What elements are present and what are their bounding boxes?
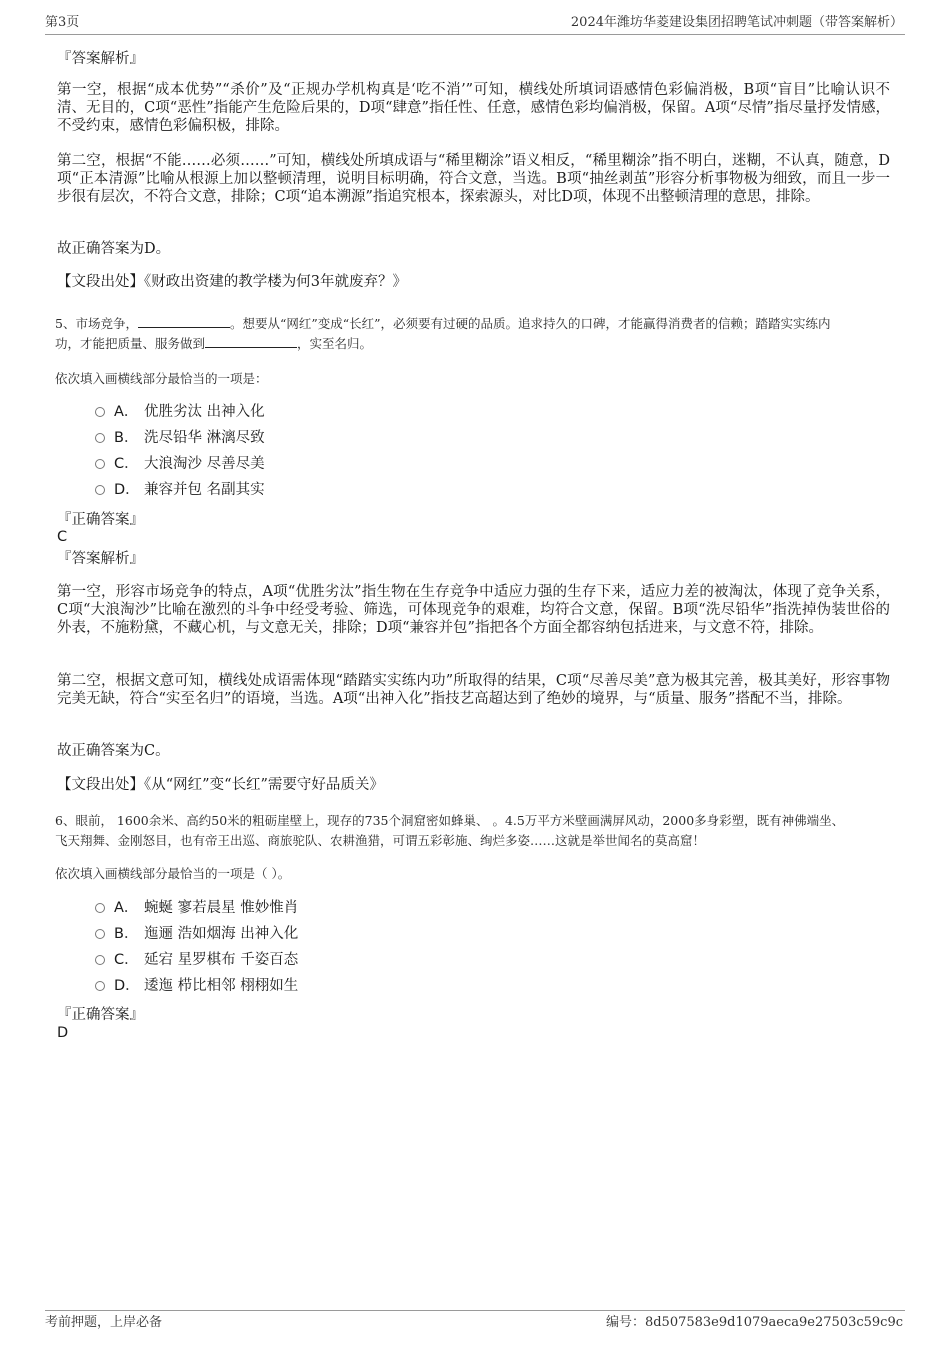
q5-stem: 5、市场竞争， 。想要从“网红”变成“长红”，必须要有过硬的品质。追求持久的口碑，才能赢得消费者的信赖；踏踏实实练内 功，才能把质量、服务做到 ，实至名归。 bbox=[55, 316, 831, 351]
q5-options bbox=[95, 399, 265, 503]
radio-icon[interactable] bbox=[95, 485, 105, 495]
q6-option-b[interactable]: B． 迤逦 浩如烟海 出神入化 bbox=[95, 921, 298, 947]
q5-analysis-p2: 第二空，根据文意可知，横线处成语需体现“踏踏实实练内功”所取得的结果，C项“尽善尽美”意为极其完善，极其美好，形容事物完美无缺，符合“实至名归”的语境，当选。A项“出神入化”指技艺高超达到了绝妙的境界，与“质量、服务”搭配不当，排除。 bbox=[57, 673, 890, 707]
radio-icon[interactable] bbox=[95, 459, 105, 469]
q5-correct-label: 『正确答案』 bbox=[57, 512, 144, 528]
q5-correct-answer: C bbox=[57, 529, 68, 545]
q5-analysis-p1: 第一空，形容市场竞争的特点，A项“优胜劣汰”指生物在生存竞争中适应力强的生存下来，适应力差的被淘汰，体现了竞争关系，C项“大浪淘沙”比喻在激烈的斗争中经受考验、筛选，可体现竞争的艰难，均符合文意，保留。B项“洗尽铅华”指洗掉伪装世俗的外表，不施粉黛，不藏心机，与文意无关，排除；D项“兼容并包”指把各个方面全都容纳包括进来，与文意不符，排除。 bbox=[57, 584, 890, 636]
document-id: 编号：8d507583e9d1079aeca9e27503c59c9c bbox=[605, 1315, 903, 1330]
footer-slogan: 考前押题，上岸必备 bbox=[45, 1315, 163, 1330]
q5-source: 【文段出处】《从“网红”变“长红”需要守好品质关》 bbox=[57, 777, 384, 793]
q6-option-a[interactable]: A． 蜿蜒 寥若晨星 惟妙惟肖 bbox=[95, 895, 298, 921]
radio-icon[interactable] bbox=[95, 433, 105, 443]
q6-instruction: 依次填入画横线部分最恰当的一项是（ ）。 bbox=[55, 866, 291, 881]
q4-analysis-label: 『答案解析』 bbox=[57, 51, 144, 67]
q5-blank-1 bbox=[138, 315, 230, 328]
q5-option-a[interactable]: A． 优胜劣汰 出神入化 bbox=[95, 399, 265, 425]
page-number: 第3页 bbox=[45, 15, 80, 30]
q6-options bbox=[95, 895, 298, 999]
radio-icon[interactable] bbox=[95, 903, 105, 913]
q6-stem: 6、眼前， 1600余米、高约50米的粗砺崖壁上，现存的735个洞窟密如蜂巢、 。4.5万平方米壁画满屏风动，2000多身彩塑，既有神佛端坐、 飞天翔舞、金刚怒目，也有帝王出巡、商旅驼队、农耕渔猎，可谓五彩彰施、绚烂多姿……这就是举世闻名的莫高窟！ bbox=[55, 813, 845, 848]
radio-icon[interactable] bbox=[95, 981, 105, 991]
q4-source: 【文段出处】《财政出资建的教学楼为何3年就废弃？》 bbox=[57, 274, 407, 290]
q4-analysis-p1: 第一空，根据“成本优势”“杀价”及“正规办学机构真是‘吃不消’”可知，横线处所填词语感情色彩偏消极，B项“盲目”比喻认识不清、无目的，C项“恶性”指能产生危险后果的，D项“肆意”指任性、任意，感情色彩均偏消极，保留。A项“尽情”指尽量抒发情感，不受约束，感情色彩偏积极，排除。 bbox=[57, 82, 890, 134]
page-footer bbox=[45, 1310, 905, 1333]
radio-icon[interactable] bbox=[95, 929, 105, 939]
q5-option-b[interactable]: B． 洗尽铅华 淋漓尽致 bbox=[95, 425, 265, 451]
q6-option-c[interactable]: C． 延宕 星罗棋布 千姿百态 bbox=[95, 947, 298, 973]
q5-conclusion: 故正确答案为C。 bbox=[57, 743, 170, 759]
q5-option-c[interactable]: C． 大浪淘沙 尽善尽美 bbox=[95, 451, 265, 477]
document-title: 2024年潍坊华菱建设集团招聘笔试冲刺题（带答案解析） bbox=[570, 15, 903, 30]
q6-correct-label: 『正确答案』 bbox=[57, 1007, 144, 1023]
q4-analysis-p2: 第二空，根据“不能……必须……”可知，横线处所填成语与“稀里糊涂”语义相反，“稀里糊涂”指不明白，迷糊，不认真，随意，D项“正本清源”比喻从根源上加以整顿清理，说明目标明确，符合文意，当选。B项“抽丝剥茧”形容分析事物极为细致，而且一步一步很有层次，不符合文意，排除；C项“追本溯源”指追究根本，探索源头，对比D项，体现不出整顿清理的意思，排除。 bbox=[57, 153, 890, 205]
radio-icon[interactable] bbox=[95, 955, 105, 965]
q6-correct-answer: D bbox=[57, 1025, 69, 1041]
q5-instruction: 依次填入画横线部分最恰当的一项是： bbox=[55, 371, 268, 386]
q4-conclusion: 故正确答案为D。 bbox=[57, 241, 171, 257]
q5-analysis-label: 『答案解析』 bbox=[57, 551, 144, 567]
q5-option-d[interactable]: D． 兼容并包 名副其实 bbox=[95, 477, 265, 503]
radio-icon[interactable] bbox=[95, 407, 105, 417]
q5-blank-2 bbox=[205, 335, 297, 348]
q6-option-d[interactable]: D． 逶迤 栉比相邻 栩栩如生 bbox=[95, 973, 298, 999]
page-header bbox=[45, 14, 905, 35]
